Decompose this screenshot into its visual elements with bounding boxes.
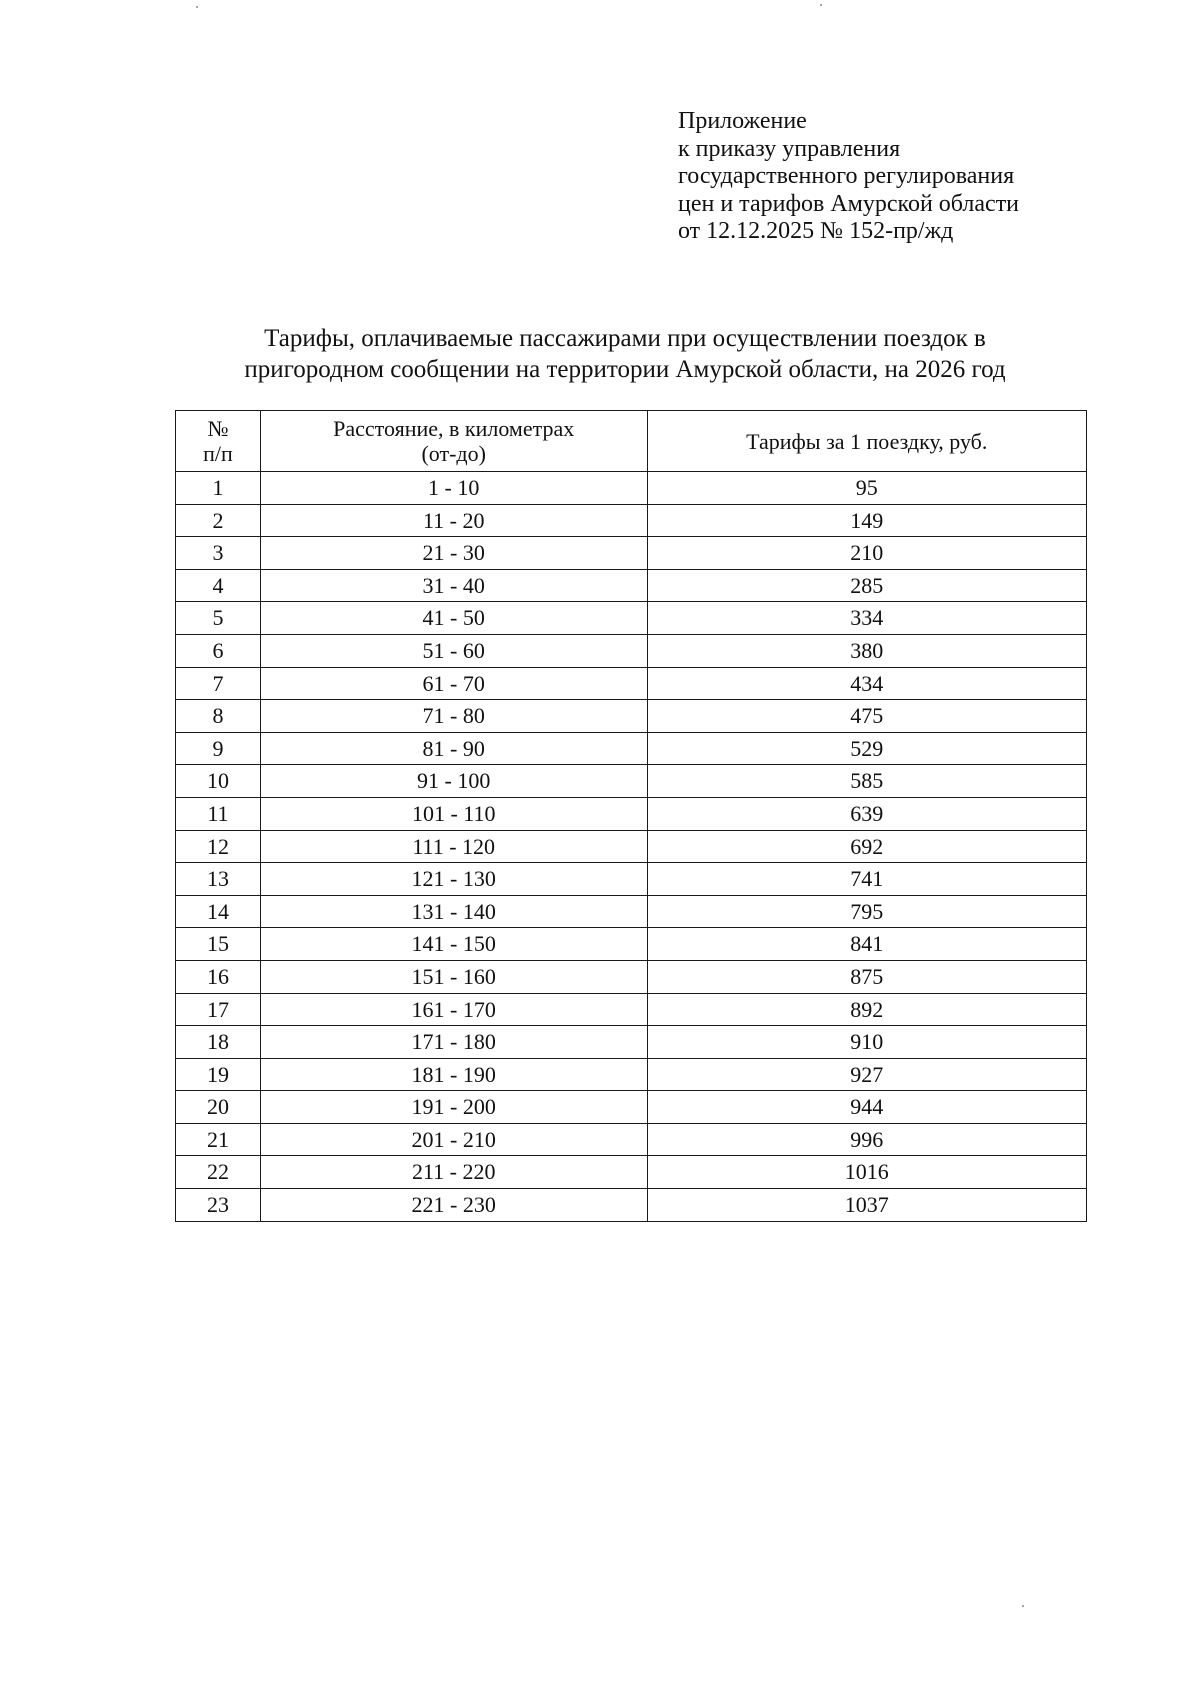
tariff-table bbox=[175, 410, 1087, 1222]
row-number-cell: 12 bbox=[176, 830, 261, 863]
distance-cell: 191 - 200 bbox=[260, 1091, 647, 1124]
fare-cell: 927 bbox=[647, 1058, 1087, 1091]
table-row bbox=[176, 928, 1087, 961]
table-row bbox=[176, 1156, 1087, 1189]
table-row bbox=[176, 700, 1087, 733]
fare-cell: 944 bbox=[647, 1091, 1087, 1124]
scan-speck bbox=[196, 6, 198, 8]
row-number-cell: 19 bbox=[176, 1058, 261, 1091]
header-number-abbr: п/п bbox=[203, 441, 233, 466]
fare-cell: 285 bbox=[647, 569, 1087, 602]
table-row bbox=[176, 569, 1087, 602]
appendix-line: от 12.12.2025 № 152-пр/жд bbox=[678, 218, 954, 244]
distance-cell: 11 - 20 bbox=[260, 504, 647, 537]
fare-cell: 795 bbox=[647, 895, 1087, 928]
table-row bbox=[176, 667, 1087, 700]
distance-cell: 91 - 100 bbox=[260, 765, 647, 798]
distance-cell: 211 - 220 bbox=[260, 1156, 647, 1189]
fare-cell: 149 bbox=[647, 504, 1087, 537]
appendix-line: государственного регулирования bbox=[678, 163, 1015, 189]
table-row bbox=[176, 1189, 1087, 1222]
table-body bbox=[176, 472, 1087, 1222]
distance-cell: 131 - 140 bbox=[260, 895, 647, 928]
distance-cell: 151 - 160 bbox=[260, 960, 647, 993]
fare-cell: 996 bbox=[647, 1123, 1087, 1156]
row-number-cell: 21 bbox=[176, 1123, 261, 1156]
fare-cell: 692 bbox=[647, 830, 1087, 863]
header-distance-range: (от-до) bbox=[421, 441, 486, 466]
fare-cell: 892 bbox=[647, 993, 1087, 1026]
table-row bbox=[176, 863, 1087, 896]
fare-cell: 475 bbox=[647, 700, 1087, 733]
distance-cell: 141 - 150 bbox=[260, 928, 647, 961]
row-number-cell: 15 bbox=[176, 928, 261, 961]
scan-speck bbox=[1022, 1605, 1024, 1607]
distance-cell: 111 - 120 bbox=[260, 830, 647, 863]
fare-cell: 639 bbox=[647, 797, 1087, 830]
row-number-cell: 8 bbox=[176, 700, 261, 733]
table-header-row bbox=[176, 411, 1087, 472]
table-row bbox=[176, 797, 1087, 830]
table-row bbox=[176, 960, 1087, 993]
distance-cell: 51 - 60 bbox=[260, 634, 647, 667]
table-row bbox=[176, 765, 1087, 798]
distance-cell: 101 - 110 bbox=[260, 797, 647, 830]
fare-cell: 910 bbox=[647, 1026, 1087, 1059]
appendix-line: Приложение bbox=[678, 108, 807, 134]
table-row bbox=[176, 895, 1087, 928]
table-row bbox=[176, 472, 1087, 505]
appendix-header bbox=[678, 108, 1138, 246]
title-line: пригородном сообщении на территории Амурской области, на 2026 год bbox=[244, 356, 1006, 383]
distance-cell: 1 - 10 bbox=[260, 472, 647, 505]
row-number-cell: 14 bbox=[176, 895, 261, 928]
row-number-cell: 18 bbox=[176, 1026, 261, 1059]
fare-cell: 875 bbox=[647, 960, 1087, 993]
row-number-cell: 5 bbox=[176, 602, 261, 635]
distance-cell: 71 - 80 bbox=[260, 700, 647, 733]
distance-cell: 41 - 50 bbox=[260, 602, 647, 635]
row-number-cell: 7 bbox=[176, 667, 261, 700]
row-number-cell: 3 bbox=[176, 537, 261, 570]
table-row bbox=[176, 830, 1087, 863]
header-distance bbox=[260, 411, 647, 472]
distance-cell: 161 - 170 bbox=[260, 993, 647, 1026]
row-number-cell: 20 bbox=[176, 1091, 261, 1124]
fare-cell: 210 bbox=[647, 537, 1087, 570]
row-number-cell: 22 bbox=[176, 1156, 261, 1189]
table-row bbox=[176, 993, 1087, 1026]
distance-cell: 171 - 180 bbox=[260, 1026, 647, 1059]
distance-cell: 201 - 210 bbox=[260, 1123, 647, 1156]
table-row bbox=[176, 1091, 1087, 1124]
distance-cell: 81 - 90 bbox=[260, 732, 647, 765]
table-row bbox=[176, 1058, 1087, 1091]
row-number-cell: 10 bbox=[176, 765, 261, 798]
table-row bbox=[176, 1123, 1087, 1156]
document-title bbox=[190, 323, 1060, 385]
distance-cell: 181 - 190 bbox=[260, 1058, 647, 1091]
row-number-cell: 23 bbox=[176, 1189, 261, 1222]
row-number-cell: 6 bbox=[176, 634, 261, 667]
table-row bbox=[176, 504, 1087, 537]
header-fare: Тарифы за 1 поездку, руб. bbox=[647, 411, 1087, 472]
row-number-cell: 1 bbox=[176, 472, 261, 505]
header-distance-label: Расстояние, в километрах bbox=[333, 416, 575, 441]
fare-cell: 95 bbox=[647, 472, 1087, 505]
fare-cell: 434 bbox=[647, 667, 1087, 700]
appendix-line: к приказу управления bbox=[678, 135, 901, 162]
fare-cell: 1037 bbox=[647, 1189, 1087, 1222]
distance-cell: 31 - 40 bbox=[260, 569, 647, 602]
fare-cell: 741 bbox=[647, 863, 1087, 896]
row-number-cell: 9 bbox=[176, 732, 261, 765]
distance-cell: 121 - 130 bbox=[260, 863, 647, 896]
row-number-cell: 2 bbox=[176, 504, 261, 537]
appendix-line: цен и тарифов Амурской области bbox=[678, 190, 1020, 217]
row-number-cell: 13 bbox=[176, 863, 261, 896]
fare-cell: 380 bbox=[647, 634, 1087, 667]
table-row bbox=[176, 537, 1087, 570]
fare-cell: 334 bbox=[647, 602, 1087, 635]
table-row bbox=[176, 1026, 1087, 1059]
table-row bbox=[176, 732, 1087, 765]
row-number-cell: 4 bbox=[176, 569, 261, 602]
distance-cell: 221 - 230 bbox=[260, 1189, 647, 1222]
row-number-cell: 17 bbox=[176, 993, 261, 1026]
table-row bbox=[176, 634, 1087, 667]
distance-cell: 61 - 70 bbox=[260, 667, 647, 700]
fare-cell: 529 bbox=[647, 732, 1087, 765]
header-number-symbol: № bbox=[207, 416, 229, 441]
scan-speck bbox=[820, 4, 822, 6]
header-number bbox=[176, 411, 261, 472]
distance-cell: 21 - 30 bbox=[260, 537, 647, 570]
fare-cell: 1016 bbox=[647, 1156, 1087, 1189]
fare-cell: 841 bbox=[647, 928, 1087, 961]
title-line: Тарифы, оплачиваемые пассажирами при осуществлении поездок в bbox=[264, 325, 986, 352]
fare-cell: 585 bbox=[647, 765, 1087, 798]
row-number-cell: 11 bbox=[176, 797, 261, 830]
row-number-cell: 16 bbox=[176, 960, 261, 993]
table-row bbox=[176, 602, 1087, 635]
